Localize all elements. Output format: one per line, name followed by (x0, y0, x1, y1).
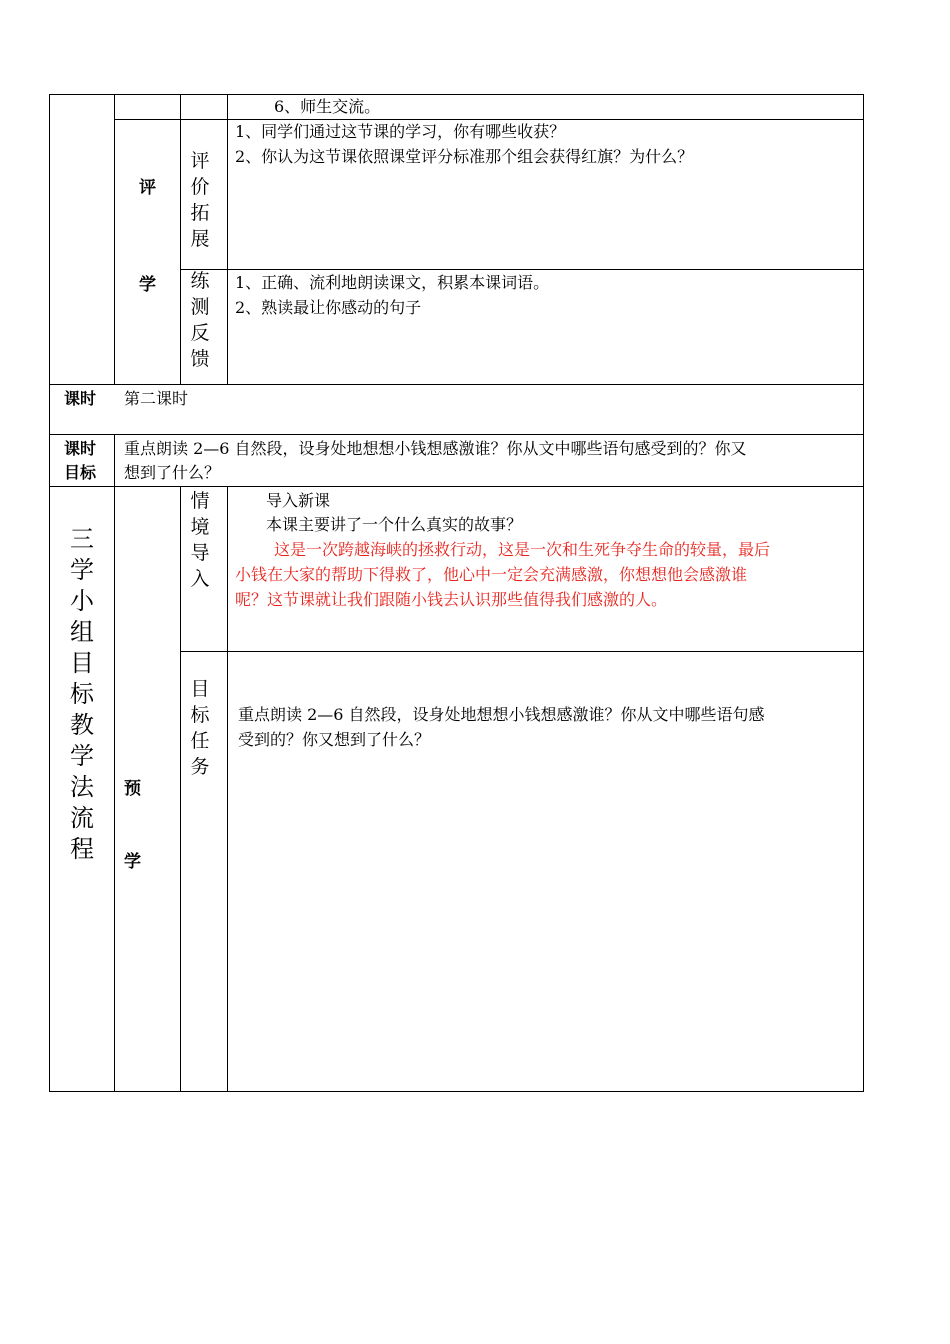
table-border (49, 384, 864, 385)
table-border (49, 486, 864, 487)
intro-text: 导入新课 (266, 491, 331, 510)
prestudy-stage-label: 预 (124, 779, 141, 799)
extend-label: 评价拓展 (190, 150, 210, 250)
table-border (180, 94, 181, 385)
extend-line: 1、同学们通过这节课的学习，你有哪些收获？ (235, 122, 566, 141)
evaluate-stage-label: 学 (139, 275, 156, 295)
flow-side-label: 三学小组目标教学法流程 (70, 525, 94, 863)
table-border (114, 94, 115, 385)
prestudy-stage-label: 学 (124, 852, 141, 872)
feedback-label: 练测反馈 (190, 270, 210, 370)
table-border (180, 486, 181, 1091)
goal-label: 目标 (64, 463, 97, 482)
lesson-value: 第二课时 (124, 389, 189, 408)
table-border (180, 651, 864, 652)
intro-red-text: 小钱在大家的帮助下得救了，他心中一定会充满感激，你想想他会感激谁 (235, 565, 748, 584)
table-border (49, 94, 50, 1092)
feedback-line: 2、熟读最让你感动的句子 (235, 298, 422, 317)
table-border (863, 94, 864, 1092)
intro-text: 本课主要讲了一个什么真实的故事？ (266, 515, 523, 534)
table-border (49, 434, 864, 435)
table-border (227, 94, 228, 385)
intro-red-text: 呢？这节课就让我们跟随小钱去认识那些值得我们感激的人。 (235, 590, 668, 609)
intro-label: 情境导入 (190, 490, 210, 590)
table-border (49, 1091, 864, 1092)
table-border (180, 269, 864, 270)
table-border (49, 94, 864, 95)
step-6-text: 6、师生交流。 (274, 97, 381, 116)
task-text: 重点朗读 2—6 自然段，设身处地想想小钱想感激谁？你从文中哪些语句感 (238, 705, 765, 724)
task-label: 目标任务 (190, 678, 210, 778)
table-border (114, 486, 115, 1091)
table-border (227, 486, 228, 1091)
evaluate-stage-label: 评 (139, 178, 156, 198)
goal-text: 想到了什么？ (124, 463, 221, 482)
extend-line: 2、你认为这节课依照课堂评分标准那个组会获得红旗？为什么？ (235, 147, 694, 166)
feedback-line: 1、正确、流利地朗读课文，积累本课词语。 (235, 273, 550, 292)
goal-label: 课时 (64, 439, 97, 458)
intro-red-text: 这是一次跨越海峡的拯救行动，这是一次和生死争夺生命的较量，最后 (274, 540, 771, 559)
task-text: 受到的？你又想到了什么？ (238, 730, 431, 749)
lesson-label: 课时 (64, 389, 97, 408)
goal-text: 重点朗读 2—6 自然段，设身处地想想小钱想感激谁？你从文中哪些语句感受到的？你又 (124, 439, 747, 458)
